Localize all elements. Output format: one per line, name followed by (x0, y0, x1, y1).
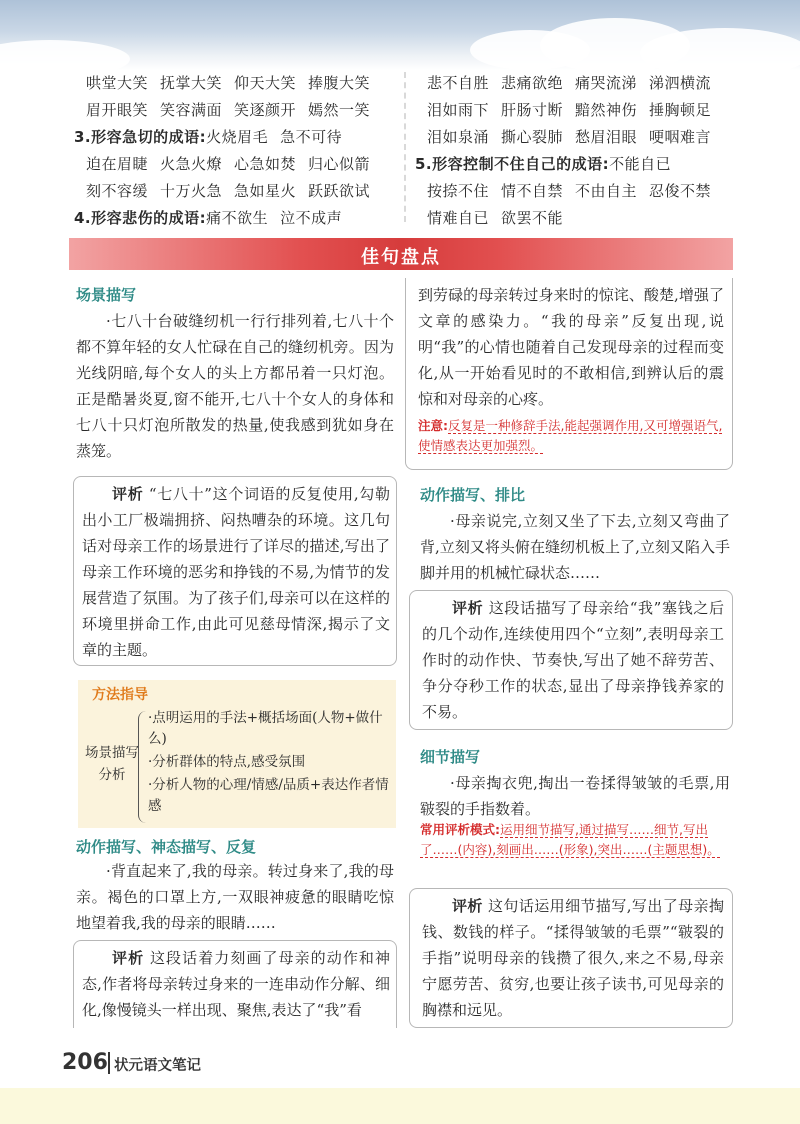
idiom: 抚掌大笑 (160, 74, 223, 92)
note-annotation (418, 416, 724, 456)
idiom: 愁眉泪眼 (575, 128, 638, 146)
idiom: 不能自已 (609, 155, 672, 173)
method-guide-items (148, 708, 396, 817)
idiom: 涕泗横流 (649, 74, 712, 92)
quote-paragraph: ·母亲掏衣兜,掏出一卷揉得皱皱的毛票,用皲裂的手指数着。 (420, 774, 730, 818)
idiom-row (427, 124, 723, 151)
banner-title: 佳句盘点 (361, 247, 441, 268)
analysis-text (422, 893, 724, 1023)
analysis-body: 这段话描写了母亲给“我”塞钱之后的几个动作,连续使用四个“立刻”,表明母亲工作时的动作快、节奏快,写出了她不辞劳苦、争分夺秒工作的状态,显出了母亲挣钱养家的不易。 (422, 599, 724, 721)
idiom: 笑逐颜开 (234, 101, 297, 119)
idiom-row (86, 70, 382, 97)
column-divider (404, 72, 406, 222)
idiom-row (427, 205, 723, 232)
idiom-category-5 (415, 151, 723, 178)
analysis-label: 评析 (112, 485, 144, 503)
idiom: 跃跃欲试 (308, 182, 371, 200)
note-label: 常用评析模式: (420, 822, 500, 837)
idiom: 归心似箭 (308, 155, 371, 173)
analysis-text (422, 595, 724, 725)
idiom: 捧腹大笑 (308, 74, 371, 92)
idiom: 笑容满面 (160, 101, 223, 119)
note-label: 注意: (418, 418, 448, 433)
method-guide-side-label: 场景描写分析 (85, 745, 139, 783)
idiom: 不由自主 (575, 182, 638, 200)
analysis-label: 评析 (452, 599, 484, 617)
idiom: 黯然神伤 (575, 101, 638, 119)
analysis-text (82, 481, 390, 663)
idiom: 仰天大笑 (234, 74, 297, 92)
analysis-label: 评析 (112, 949, 145, 967)
analysis-text (82, 945, 390, 1023)
quote-paragraph: ·七八十台破缝纫机一行行排列着,七八十个都不算年轻的女人忙碌在自己的缝纫机旁。因为光线阴暗,每个女人的头上方都吊着一只灯泡。正是酷暑炎夏,窗不能开,七八十个女人的身体和七八十只灯泡所散发的热量,使我感到犹如身在蒸笼。 (76, 312, 394, 460)
category-title: 4.形容悲伤的成语: (74, 209, 207, 227)
analysis-label: 评析 (452, 897, 483, 915)
idiom-row (86, 97, 382, 124)
idiom: 急不可待 (280, 128, 343, 146)
idiom: 悲不自胜 (427, 74, 490, 92)
idiom-row (427, 178, 723, 205)
idiom: 火烧眉毛 (206, 128, 269, 146)
method-guide-title: 方法指导 (92, 687, 148, 703)
idiom: 情不自禁 (501, 182, 564, 200)
idiom: 火急火燎 (160, 155, 223, 173)
section-title-detail: 细节描写 (420, 748, 481, 766)
idiom: 捶胸顿足 (649, 101, 712, 119)
idiom: 情难自已 (427, 209, 490, 227)
analysis-box (409, 888, 733, 1028)
idiom-right-column (415, 70, 723, 232)
note-annotation (420, 820, 730, 860)
idiom-row (427, 97, 723, 124)
analysis-box (73, 476, 397, 666)
idiom: 痛哭流涕 (575, 74, 638, 92)
idiom: 欲罢不能 (501, 209, 564, 227)
analysis-box (409, 590, 733, 730)
quote-paragraph: ·母亲说完,立刻又坐了下去,立刻又弯曲了背,立刻又将头俯在缝纫机板上了,立刻又陷入手脚并用的机械忙碌状态…… (420, 512, 730, 582)
method-item: ·点明运用的手法+概括场面(人物+做什么) (148, 710, 383, 747)
idiom: 泪如雨下 (427, 101, 490, 119)
idiom: 痛不欲生 (206, 209, 269, 227)
category-title: 5.形容控制不住自己的成语: (415, 155, 610, 173)
method-item: ·分析人物的心理/情感/品质+表达作者情感 (148, 777, 389, 814)
idiom: 泣不成声 (280, 209, 343, 227)
idiom-category-3 (74, 124, 382, 151)
idiom: 哽咽难言 (649, 128, 712, 146)
page-separator (108, 1052, 110, 1074)
idiom: 肝肠寸断 (501, 101, 564, 119)
idiom-row (427, 70, 723, 97)
idiom: 悲痛欲绝 (501, 74, 564, 92)
idiom: 撕心裂肺 (501, 128, 564, 146)
analysis-body: 这句话运用细节描写,写出了母亲掏钱、数钱的样子。“揉得皱皱的毛票”“皲裂的手指”说明母亲的钱攒了很久,来之不易,母亲宁愿劳苦、贫穷,也要让孩子读书,可见母亲的胸襟和远见。 (422, 897, 724, 1019)
book-title: 状元语文笔记 (114, 1058, 201, 1074)
idiom-list-section (0, 70, 800, 230)
category-title: 3.形容急切的成语: (74, 128, 207, 146)
idiom: 十万火急 (160, 182, 223, 200)
idiom: 忍俊不禁 (649, 182, 712, 200)
analysis-box (73, 940, 397, 1028)
analysis-body: “七八十”这个词语的反复使用,勾勒出小工厂极端拥挤、闷热嘈杂的环境。这几句话对母亲工作的场景进行了详尽的描述,写出了母亲工作环境的恶劣和挣钱的不易,为情节的发展营造了氛围。为了孩子们,母亲可以在这样的环境里拼命工作,由此可见慈母情深,揭示了文章的主题。 (82, 485, 390, 659)
idiom: 急如星火 (234, 182, 297, 200)
idiom: 心急如焚 (234, 155, 297, 173)
section-banner (69, 238, 733, 270)
idiom-row (86, 178, 382, 205)
quote-paragraph: ·背直起来了,我的母亲。转过身来了,我的母亲。褐色的口罩上方,一双眼神疲惫的眼睛吃惊地望着我,我的母亲的眼睛…… (76, 862, 394, 932)
idiom: 泪如泉涌 (427, 128, 490, 146)
page-number: 206 (62, 1050, 108, 1075)
analysis-body: 到劳碌的母亲转过身来时的惊诧、酸楚,增强了文章的感染力。“我的母亲”反复出现,说明“我”的心情也随着自己发现母亲的过程而变化,从一开始看见时的不敢相信,到辨认后的震惊和对母亲的心疼。 (418, 286, 724, 408)
idiom: 刻不容缓 (86, 182, 149, 200)
idiom: 眉开眼笑 (86, 101, 149, 119)
idiom-category-4 (74, 205, 382, 232)
footer-band (0, 1088, 800, 1124)
idiom: 按捺不住 (427, 182, 490, 200)
note-text: 反复是一种修辞手法,能起强调作用,又可增强语气,使情感表达更加强烈。 (418, 418, 723, 453)
idiom: 嫣然一笑 (308, 101, 371, 119)
idiom: 哄堂大笑 (86, 74, 149, 92)
method-item: ·分析群体的特点,感受氛围 (148, 754, 306, 770)
section-title-action-parallelism: 动作描写、排比 (420, 486, 526, 504)
analysis-body: 这段话着力刻画了母亲的动作和神态,作者将母亲转过身来的一连串动作分解、细化,像慢镜头一样出现、聚焦,表达了“我”看 (82, 949, 390, 1019)
idiom-row (86, 151, 382, 178)
idiom: 迫在眉睫 (86, 155, 149, 173)
note-text: 运用细节描写,通过描写……细节,写出了……(内容),刻画出……(形象),突出……(主题思想)。 (420, 822, 720, 857)
section-title-scene: 场景描写 (76, 286, 137, 304)
idiom-left-column (74, 70, 382, 232)
section-title-action: 动作描写、神态描写、反复 (76, 838, 257, 856)
